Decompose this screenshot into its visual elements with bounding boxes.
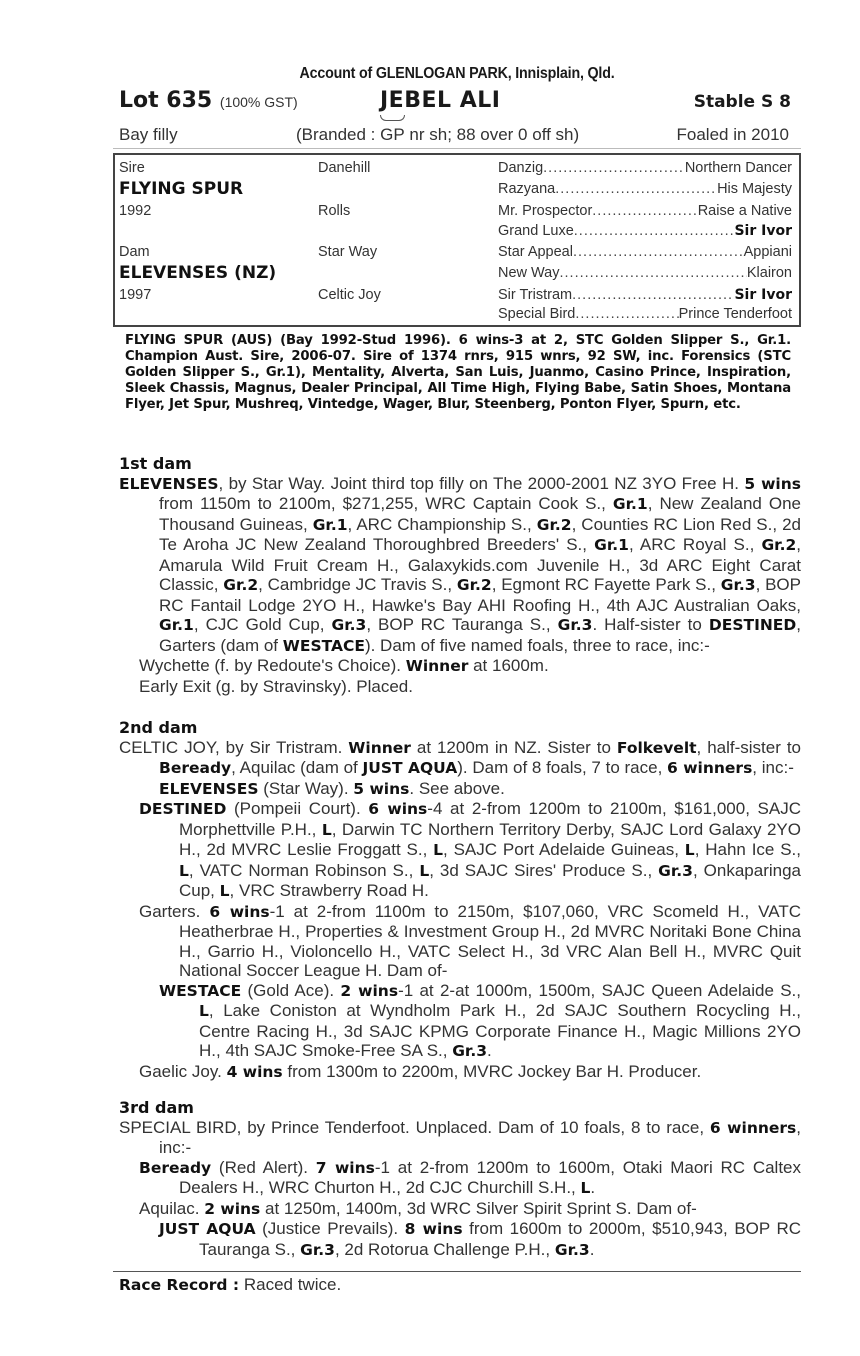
text-run: , ARC Royal S., (628, 535, 762, 554)
text-run: , 3d SAJC Sires' Produce S., (429, 860, 659, 880)
first-dam-section (113, 454, 801, 696)
text-run: -4 at 2-from 1200m to 2100m, $161,000, SAJC Morphettville P.H., (179, 799, 801, 839)
header-divider (113, 148, 801, 149)
gst-note: (100% GST) (219, 94, 298, 110)
gen3-row (498, 223, 792, 239)
bold-run: L (179, 861, 189, 880)
progeny-entry (113, 902, 801, 981)
gen3-row (498, 181, 792, 197)
bold-run: Gr.3 (452, 1042, 488, 1060)
bold-run: 6 wins (209, 902, 270, 921)
text-run: , Onkaparinga Cup, (179, 860, 801, 900)
dam-dam: Celtic Joy (318, 287, 381, 303)
bold-run: 6 wins (368, 800, 428, 818)
bold-run: 5 wins (744, 474, 802, 493)
bold-run: L (419, 861, 430, 880)
text-run: -1 at 2-from 1100m to 2150m, $107,060, VRC Scomeld H., VATC Heatherbrae H., Properties & Investment Group H., 2d MVRC Noritaki Bone China H., Garrio H., Violoncello H., VATC Select H., 3d VRC Alan Bell H., MVRC Quit National Soccer League H. Dam of- (179, 901, 802, 980)
gen3-row (498, 160, 792, 176)
progeny-entry (113, 779, 801, 800)
sex-colour: Bay filly (119, 125, 178, 144)
text-run: , inc:- (752, 758, 794, 777)
pedigree-table (113, 153, 801, 327)
bold-run: L (199, 1002, 209, 1020)
text-run: Wychette (f. by Redoute's Choice). (139, 656, 406, 675)
brand-description (296, 125, 579, 145)
brand-mark-text: GP (380, 125, 405, 144)
gen3-left: Grand Luxe (498, 223, 574, 239)
bold-run: JUST AQUA (362, 759, 458, 777)
vendor-account: Account of GLENLOGAN PARK, Innisplain, Qld. (299, 65, 615, 82)
second-dam-section (113, 718, 801, 1082)
sire-name: FLYING SPUR (119, 179, 244, 199)
text-run: , Cambridge JC Travis S., (258, 575, 457, 594)
text-run: Garters. (139, 901, 210, 921)
horse-name: JEBEL ALI (380, 88, 501, 113)
text-run: , inc:- (159, 1117, 802, 1157)
progeny-entry (113, 677, 801, 697)
text-run: at 1200m in NZ. Sister to (410, 737, 617, 757)
gen3-left: Mr. Prospector (498, 203, 593, 219)
stable-location: Stable S 8 (693, 92, 791, 112)
text-run: , VRC Strawberry Road H. (229, 881, 429, 900)
bold-run: Folkevelt (616, 738, 697, 757)
text-run: SPECIAL BIRD, by Prince Tenderfoot. Unplaced. Dam of 10 foals, 8 to race, (119, 1117, 710, 1137)
bold-run: Gr.2 (761, 536, 797, 554)
text-run: , Egmont RC Fayette Park S., (491, 575, 721, 594)
bold-run: WESTACE (282, 636, 365, 655)
horse-info-row (113, 125, 801, 147)
bold-run: Beready (139, 1158, 212, 1177)
text-run: , BOP RC Tauranga S., (366, 615, 558, 634)
text-run: . (487, 1041, 492, 1060)
text-run: , SAJC Port Adelaide Guineas, (443, 840, 685, 859)
bold-run: Gr.1 (612, 495, 648, 513)
text-run: , Amarula Wild Fruit Cream H., Galaxykids.com Juvenile H., 3d ARC Eight Carat Classic, (159, 535, 802, 594)
text-run: -1 at 2-at 1000m, 1500m, SAJC Queen Adelaide S., (398, 980, 801, 1000)
race-record (119, 1275, 341, 1295)
text-run: -1 at 2-from 1200m to 1600m, Otaki Maori RC Caltex Dealers H., WRC Churton H., 2d CJC Churchill S.H., (179, 1157, 802, 1197)
dam-entry (113, 738, 801, 779)
gen3-right: Appiani (743, 244, 792, 260)
text-run: , Aquilac (dam of (231, 758, 363, 777)
text-run: from 1150m to 2100m, $271,255, WRC Captain Cook S., (159, 494, 613, 513)
gen3-row (498, 306, 792, 322)
bold-run: Gr.3 (300, 1240, 335, 1259)
sire-summary: FLYING SPUR (AUS) (Bay 1992-Stud 1996). 6 wins-3 at 2, STC Golden Slipper S., Gr.1. Champion Aust. Sire, 2006-07. Sire of 1374 rnrs, 915 wnrs, 92 SW, inc. Forensics (STC Golden Slipper S., Gr.1), Mentality, Alverta, San Luis, Juanmo, Casino Prince, Inspiration, Sleek Chassis, Magnus, Dealer Principal, All Time High, Flying Babe, Satin Shoes, Montana Flyer, Jet Spur, Mushreq, Vintedge, Wager, Blur, Steenberg, Ponton Flyer, Spurn, etc. (125, 333, 791, 412)
dam-sire: Star Way (318, 244, 378, 260)
bold-run: 8 wins (404, 1220, 463, 1238)
bold-run: Gr.1 (594, 536, 629, 554)
bold-run: 6 winners (709, 1118, 797, 1137)
gen3-left: Danzig (498, 160, 544, 176)
bold-run: JUST AQUA (159, 1220, 256, 1238)
text-run: , Darwin TC Northern Territory Derby, SAJC Lord Galaxy 2YO H., 2d MVRC Leslie Froggatt S., (179, 819, 801, 859)
brand-prefix: (Branded : (296, 125, 381, 144)
text-run: , Garters (dam of (159, 615, 801, 655)
gen3-left: Star Appeal (498, 244, 573, 260)
brand-mark-icon (380, 125, 405, 145)
lot-number (119, 88, 298, 113)
bold-run: ELEVENSES (119, 474, 219, 493)
bold-run: Gr.3 (331, 616, 367, 634)
text-run: ). Dam of 8 foals, 7 to race, (457, 758, 668, 777)
text-run: Early Exit (g. by Stravinsky). Placed. (139, 676, 413, 696)
text-run: , ARC Championship S., (347, 514, 537, 534)
gen3-right: Prince Tenderfoot (678, 306, 792, 322)
gen3-right: His Majesty (717, 181, 792, 197)
text-run: , New Zealand One Thousand Guineas, (159, 494, 802, 534)
text-run: , CJC Gold Cup, (193, 615, 332, 634)
dam-name: ELEVENSES (NZ) (119, 263, 277, 283)
dam-entry (113, 1118, 801, 1158)
bold-run: DESTINED (708, 616, 797, 634)
text-run: , VATC Norman Robinson S., (188, 860, 420, 880)
third-dam-section (113, 1098, 801, 1260)
first-dam-heading: 1st dam (119, 454, 192, 473)
bold-run: ELEVENSES (159, 779, 259, 798)
race-record-value: Raced twice. (239, 1275, 342, 1294)
dam-entry (113, 474, 801, 657)
bold-run: Gr.1 (159, 616, 194, 634)
bold-run: L (321, 820, 332, 839)
sire-year: 1992 (119, 203, 152, 219)
progeny-entry (113, 1199, 801, 1220)
text-run: . (590, 1178, 596, 1197)
gen3-right: Sir Ivor (734, 223, 792, 239)
text-run: . See above. (409, 778, 505, 798)
bold-run: L (219, 882, 230, 900)
progeny-entry (113, 1062, 801, 1083)
progeny-entry (113, 656, 801, 677)
progeny-entry (113, 1158, 801, 1199)
text-run: CELTIC JOY, by Sir Tristram. (119, 737, 349, 757)
gen3-left: Sir Tristram (498, 287, 573, 303)
grand-progeny-entry (113, 1219, 801, 1260)
bold-run: L (684, 841, 695, 859)
text-run: , half-sister to (696, 737, 801, 757)
bold-run: 6 winners (667, 759, 753, 777)
text-run: from 1600m to 2000m, $510,943, BOP RC Tauranga S., (199, 1219, 802, 1259)
text-run: Gaelic Joy. (139, 1061, 227, 1081)
bold-run: Gr.2 (536, 515, 572, 534)
gen3-row (498, 265, 792, 281)
bold-run: Winner (405, 657, 469, 675)
bold-run: Gr.3 (658, 861, 693, 880)
dam-label: Dam (119, 244, 150, 260)
third-dam-heading: 3rd dam (119, 1098, 194, 1117)
bold-run: 4 wins (226, 1062, 283, 1081)
text-run: , Lake Coniston at Wyndholm Park H., 2d SAJC Southern Rocycling H., Centre Racing H., 3d SAJC KPMG Corporate Finance H., Magic Millions 2YO H., 4th SAJC Smoke-Free SA S., (199, 1001, 801, 1060)
bold-run: Gr.2 (223, 576, 259, 594)
text-run: at 1600m. (468, 656, 549, 675)
second-dam-heading: 2nd dam (119, 718, 198, 737)
bold-run: 2 wins (204, 1199, 261, 1218)
bold-run: L (433, 841, 444, 859)
foaled-year: Foaled in 2010 (676, 125, 789, 144)
dam-year: 1997 (119, 287, 152, 303)
text-run: ). Dam of five named foals, three to race, inc:- (364, 635, 710, 655)
sire-label: Sire (119, 160, 145, 176)
bold-run: Gr.2 (456, 576, 492, 594)
gen3-left: Razyana (498, 181, 556, 197)
gen3-left: New Way (498, 265, 560, 281)
text-run: , 2d Rotorua Challenge P.H., (334, 1239, 555, 1259)
bold-run: DESTINED (139, 800, 227, 818)
gen3-row (498, 244, 792, 260)
text-run: at 1250m, 1400m, 3d WRC Silver Spirit Sprint S. Dam of- (260, 1198, 697, 1218)
bold-run: Gr.3 (720, 576, 756, 594)
text-run: (Star Way). (258, 778, 354, 798)
text-run: (Justice Prevails). (255, 1219, 405, 1238)
gen3-right: Klairon (746, 265, 792, 281)
bold-run: 7 wins (315, 1158, 375, 1177)
text-run: . (589, 1239, 595, 1259)
text-run: , by Star Way. Joint third top filly on The 2000-2001 NZ 3YO Free H. (218, 473, 745, 493)
footer-divider (113, 1271, 801, 1272)
bold-run: L (580, 1179, 591, 1197)
bold-run: Gr.3 (554, 1240, 590, 1259)
bold-run: 2 wins (340, 981, 399, 1000)
gen3-row (498, 287, 792, 303)
lot-header (113, 88, 801, 116)
gen3-row (498, 203, 792, 219)
text-run: (Pompeii Court). (226, 799, 369, 818)
brand-suffix: nr sh; 88 over 0 off sh) (404, 125, 580, 144)
sire-dam: Rolls (318, 203, 351, 219)
sire-sire: Danehill (318, 160, 371, 176)
text-run: . Half-sister to (592, 615, 709, 634)
gen3-right: Raise a Native (697, 203, 792, 219)
text-run: , Hahn Ice S., (694, 840, 801, 859)
text-run: Aquilac. (139, 1198, 205, 1218)
text-run: , BOP RC Fantail Lodge 2YO H., Hawke's Bay AHI Roofing H., 4th AJC Australian Oaks, (159, 575, 801, 615)
gen3-left: Special Bird (498, 306, 576, 322)
bold-run: Gr.1 (312, 515, 348, 534)
lot-label: Lot 635 (119, 88, 213, 113)
text-run: , Counties RC Lion Red S., 2d Te Aroha JC New Zealand Thoroughbred Breeders' S., (159, 514, 802, 554)
bold-run: 5 wins (353, 779, 410, 798)
race-record-label: Race Record : (119, 1276, 240, 1294)
bold-run: WESTACE (159, 981, 242, 1000)
text-run: (Red Alert). (211, 1157, 316, 1177)
bold-run: Beready (159, 759, 232, 777)
progeny-entry (113, 799, 801, 902)
bold-run: Gr.3 (557, 616, 593, 634)
bold-run: Winner (348, 738, 411, 757)
grand-progeny-entry (113, 981, 801, 1062)
gen3-right: Northern Dancer (684, 160, 792, 176)
gen3-right: Sir Ivor (734, 287, 792, 303)
text-run: from 1300m to 2200m, MVRC Jockey Bar H. Producer. (282, 1061, 702, 1081)
text-run: (Gold Ace). (241, 980, 341, 1000)
